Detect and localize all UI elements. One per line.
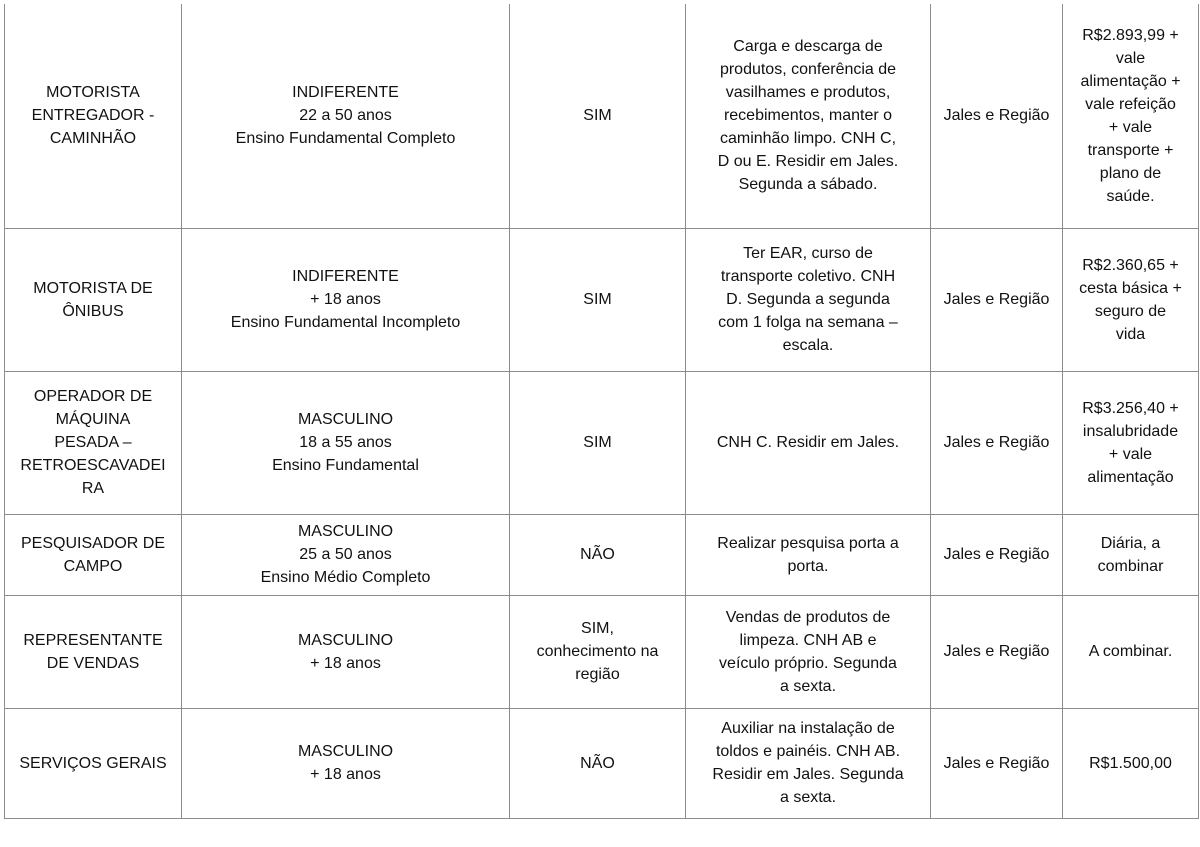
job-title-cell: OPERADOR DE MÁQUINA PESADA – RETROESCAVADEI RA — [5, 371, 182, 514]
salary-cell: R$1.500,00 — [1063, 708, 1199, 818]
profile-cell: MASCULINO 18 a 55 anos Ensino Fundamental — [182, 371, 510, 514]
profile-cell: MASCULINO 25 a 50 anos Ensino Médio Completo — [182, 514, 510, 595]
job-title-cell: SERVIÇOS GERAIS — [5, 708, 182, 818]
experience-cell: SIM — [510, 371, 686, 514]
requirements-cell: Carga e descarga de produtos, conferência de vasilhames e produtos, recebimentos, manter o caminhão limpo. CNH C, D ou E. Residir em Jales. Segunda a sábado. — [686, 4, 931, 228]
salary-cell: R$2.893,99 + vale alimentação + vale refeição + vale transporte + plano de saúde. — [1063, 4, 1199, 228]
requirements-cell: Auxiliar na instalação de toldos e painéis. CNH AB. Residir em Jales. Segunda a sexta. — [686, 708, 931, 818]
job-title-cell: MOTORISTA ENTREGADOR - CAMINHÃO — [5, 4, 182, 228]
job-title-cell: MOTORISTA DE ÔNIBUS — [5, 228, 182, 371]
location-cell: Jales e Região — [931, 4, 1063, 228]
salary-cell: R$3.256,40 + insalubridade + vale alimentação — [1063, 371, 1199, 514]
experience-cell: SIM, conhecimento na região — [510, 595, 686, 708]
profile-cell: INDIFERENTE + 18 anos Ensino Fundamental Incompleto — [182, 228, 510, 371]
salary-cell: R$2.360,65 + cesta básica + seguro de vida — [1063, 228, 1199, 371]
requirements-cell: CNH C. Residir em Jales. — [686, 371, 931, 514]
table-row — [5, 371, 1199, 514]
location-cell: Jales e Região — [931, 371, 1063, 514]
job-listings-table — [4, 4, 1199, 819]
experience-cell: SIM — [510, 4, 686, 228]
location-cell: Jales e Região — [931, 228, 1063, 371]
experience-cell: NÃO — [510, 514, 686, 595]
table-row — [5, 595, 1199, 708]
requirements-cell: Realizar pesquisa porta a porta. — [686, 514, 931, 595]
requirements-cell: Vendas de produtos de limpeza. CNH AB e veículo próprio. Segunda a sexta. — [686, 595, 931, 708]
profile-cell: MASCULINO + 18 anos — [182, 708, 510, 818]
location-cell: Jales e Região — [931, 514, 1063, 595]
requirements-cell: Ter EAR, curso de transporte coletivo. CNH D. Segunda a segunda com 1 folga na semana – escala. — [686, 228, 931, 371]
table-row — [5, 514, 1199, 595]
job-title-cell: PESQUISADOR DE CAMPO — [5, 514, 182, 595]
profile-cell: MASCULINO + 18 anos — [182, 595, 510, 708]
table-row — [5, 708, 1199, 818]
experience-cell: NÃO — [510, 708, 686, 818]
salary-cell: A combinar. — [1063, 595, 1199, 708]
job-listings-sheet — [4, 4, 1198, 819]
table-row — [5, 4, 1199, 228]
job-title-cell: REPRESENTANTE DE VENDAS — [5, 595, 182, 708]
table-row — [5, 228, 1199, 371]
location-cell: Jales e Região — [931, 708, 1063, 818]
experience-cell: SIM — [510, 228, 686, 371]
salary-cell: Diária, a combinar — [1063, 514, 1199, 595]
location-cell: Jales e Região — [931, 595, 1063, 708]
profile-cell: INDIFERENTE 22 a 50 anos Ensino Fundamental Completo — [182, 4, 510, 228]
